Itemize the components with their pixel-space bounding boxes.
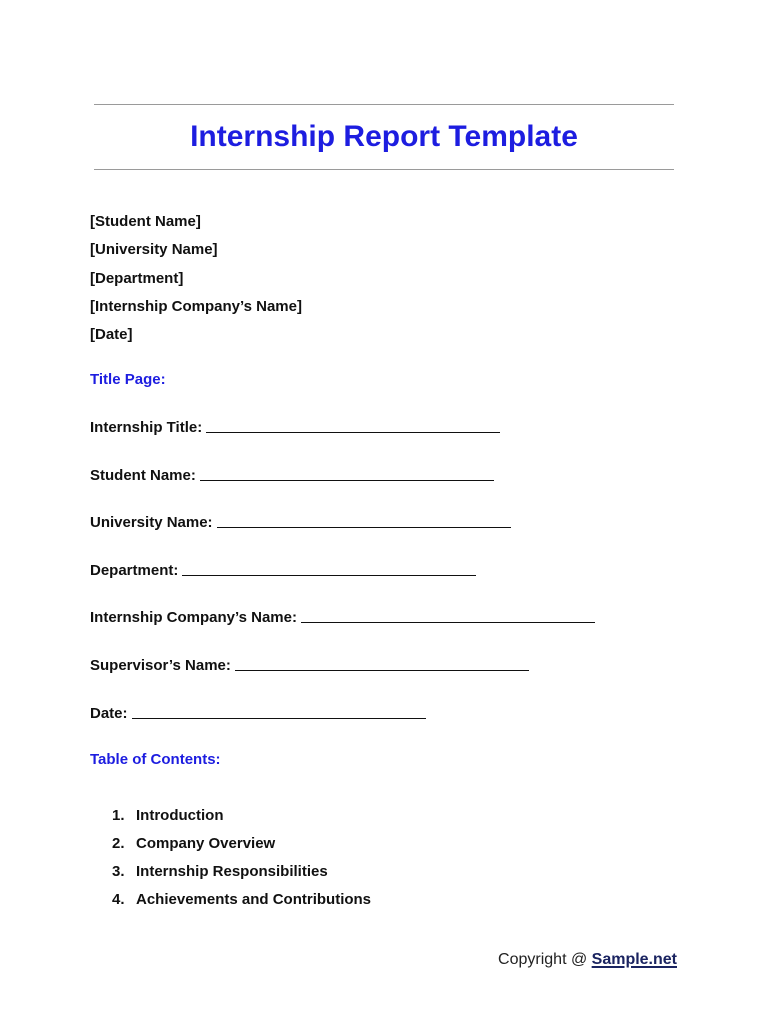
date-label: Date:	[90, 705, 128, 722]
toc-item-label: Achievements and Contributions	[136, 891, 372, 908]
title-bottom-divider	[94, 169, 674, 170]
date-field	[90, 704, 426, 724]
internship-title-blank	[206, 432, 500, 433]
company-name-label: Internship Company’s Name:	[90, 609, 297, 626]
internship-title-label: Internship Title:	[90, 419, 203, 436]
copyright-footer	[498, 949, 677, 971]
supervisor-name-field	[90, 656, 529, 676]
department-label: Department:	[90, 562, 179, 579]
department-blank	[182, 575, 476, 576]
copyright-prefix: Copyright @	[498, 951, 592, 968]
title-page-heading: Title Page:	[90, 371, 166, 388]
university-name-placeholder: [University Name]	[90, 241, 218, 259]
toc-item-label: Company Overview	[136, 835, 276, 852]
table-of-contents-heading: Table of Contents:	[90, 751, 221, 768]
company-name-blank	[301, 622, 595, 623]
date-blank	[132, 718, 426, 719]
toc-item-label: Introduction	[136, 807, 224, 824]
toc-item-label: Internship Responsibilities	[136, 863, 328, 880]
list-item	[112, 830, 371, 858]
student-name-field	[90, 466, 494, 486]
supervisor-name-label: Supervisor’s Name:	[90, 657, 231, 674]
header-placeholder-block	[90, 208, 302, 349]
list-item	[112, 858, 371, 886]
student-name-label: Student Name:	[90, 467, 196, 484]
company-name-field	[90, 608, 595, 628]
toc-item-number: 1.	[112, 807, 125, 824]
toc-item-number: 4.	[112, 891, 125, 908]
university-name-field	[90, 513, 511, 533]
internship-title-field	[90, 418, 500, 438]
document-title: Internship Report Template	[190, 120, 578, 153]
supervisor-name-blank	[235, 670, 529, 671]
company-name-placeholder: [Internship Company’s Name]	[90, 297, 302, 315]
toc-item-number: 3.	[112, 863, 125, 880]
list-item	[112, 886, 371, 914]
list-item	[112, 802, 371, 830]
student-name-placeholder: [Student Name]	[90, 213, 201, 230]
date-placeholder: [Date]	[90, 326, 133, 344]
sample-net-link[interactable]: Sample.net	[591, 951, 677, 968]
department-field	[90, 561, 476, 581]
university-name-blank	[217, 527, 511, 528]
title-top-divider	[94, 104, 674, 105]
university-name-label: University Name:	[90, 514, 213, 531]
student-name-blank	[200, 480, 494, 481]
department-placeholder: [Department]	[90, 269, 184, 287]
table-of-contents-list	[112, 802, 371, 914]
toc-item-number: 2.	[112, 835, 125, 852]
